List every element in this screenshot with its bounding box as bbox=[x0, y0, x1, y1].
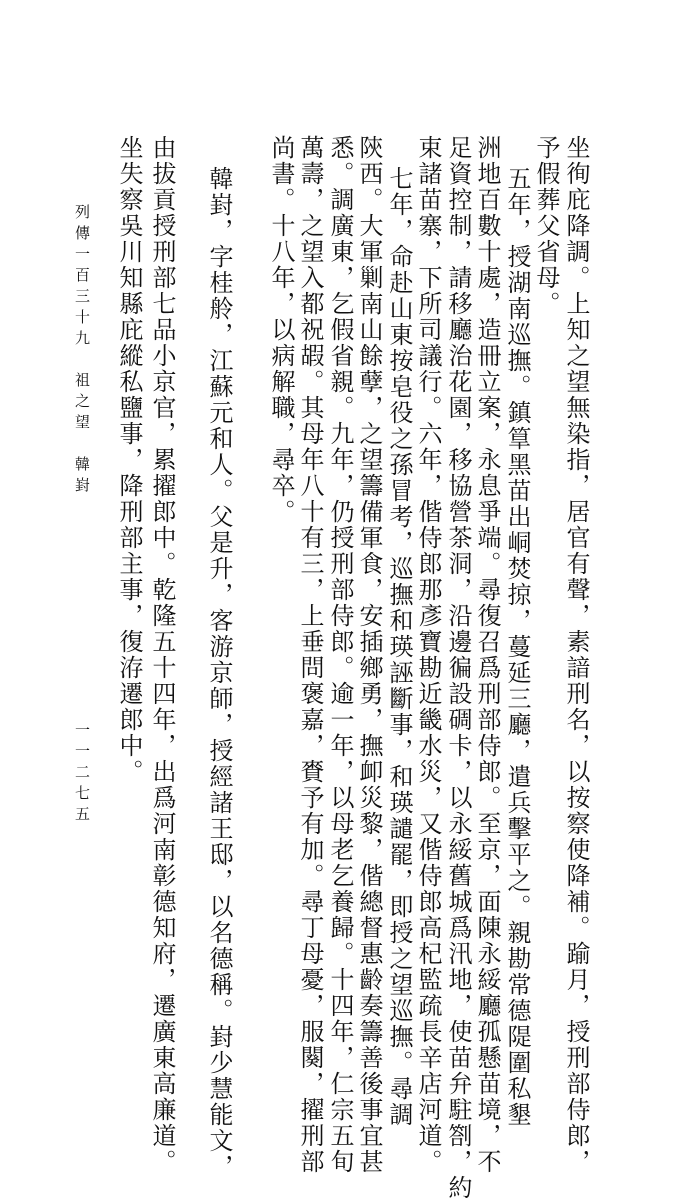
text-column-8: 陝西。大軍剿南山餘孽，之望籌備軍食，安插鄉勇，撫卹災黎，偕總督惠齡奏籌善後事宜甚 bbox=[355, 135, 383, 1175]
text-column-9: 悉。調廣東，乞假省親。九年，仍授刑部侍郎。逾一年，以母老乞養歸。十四年，仁宗五旬 bbox=[326, 135, 354, 1175]
text-column-2: 予假葬父省母。 bbox=[532, 135, 560, 317]
text-column-3: 五年，授湖南巡撫。鎮筸黑苗出峒焚掠，蔓延三廳，遣兵擊平之。親勘常德隄圍私墾 bbox=[503, 166, 531, 1128]
text-column-12: 韓崶，字桂舲，江蘇元和人。父是升，客游京師，授經諸王邸，以名德稱。崶少慧能文， bbox=[205, 166, 233, 1180]
text-column-6: 束諸苗寨，下所司議行。六年，偕侍郎那彥寶勘近畿水災，又偕侍郎高杞監疏長辛店河道。 bbox=[414, 135, 442, 1175]
running-header: 列傳一百三十九 祖之望 韓崶 bbox=[73, 204, 91, 498]
text-column-11: 尚書。十八年，以病解職，尋卒。 bbox=[267, 135, 295, 525]
text-column-13: 由拔貢授刑部七品小京官，累擢郎中。乾隆五十四年，出爲河南彰德知府，遷廣東高廉道。 bbox=[148, 135, 176, 1175]
text-column-4: 洲地百數十處，造冊立案，永息爭端。尋復召爲刑部侍郎。至京，面陳永綏廳孤懸苗境，不 bbox=[473, 135, 501, 1175]
text-column-5: 足資控制，請移廳治花園，移協營茶洞，沿邊徧設碉卡，以永綏舊城爲汛地，使苗弁駐劄，約 bbox=[444, 135, 472, 1201]
text-column-14: 坐失察吳川知縣庇縱私鹽事，降刑部主事，復洊遷郎中。 bbox=[115, 135, 143, 785]
text-column-7: 七年，命赴山東按皂役之孫冒考，巡撫和瑛誣斷事，和瑛譴罷，即授之望巡撫。尋調 bbox=[385, 166, 413, 1128]
page-number: 一一二七五 bbox=[73, 722, 91, 827]
text-column-1: 坐徇庇降調。上知之望無染指，居官有聲，素諳刑名，以按察使降補。踰月，授刑部侍郎， bbox=[562, 135, 590, 1175]
text-column-10: 萬壽，之望入都祝嘏。其母年八十有三，上垂問褒嘉，賚予有加。尋丁母憂，服闋，擢刑部 bbox=[296, 135, 324, 1175]
